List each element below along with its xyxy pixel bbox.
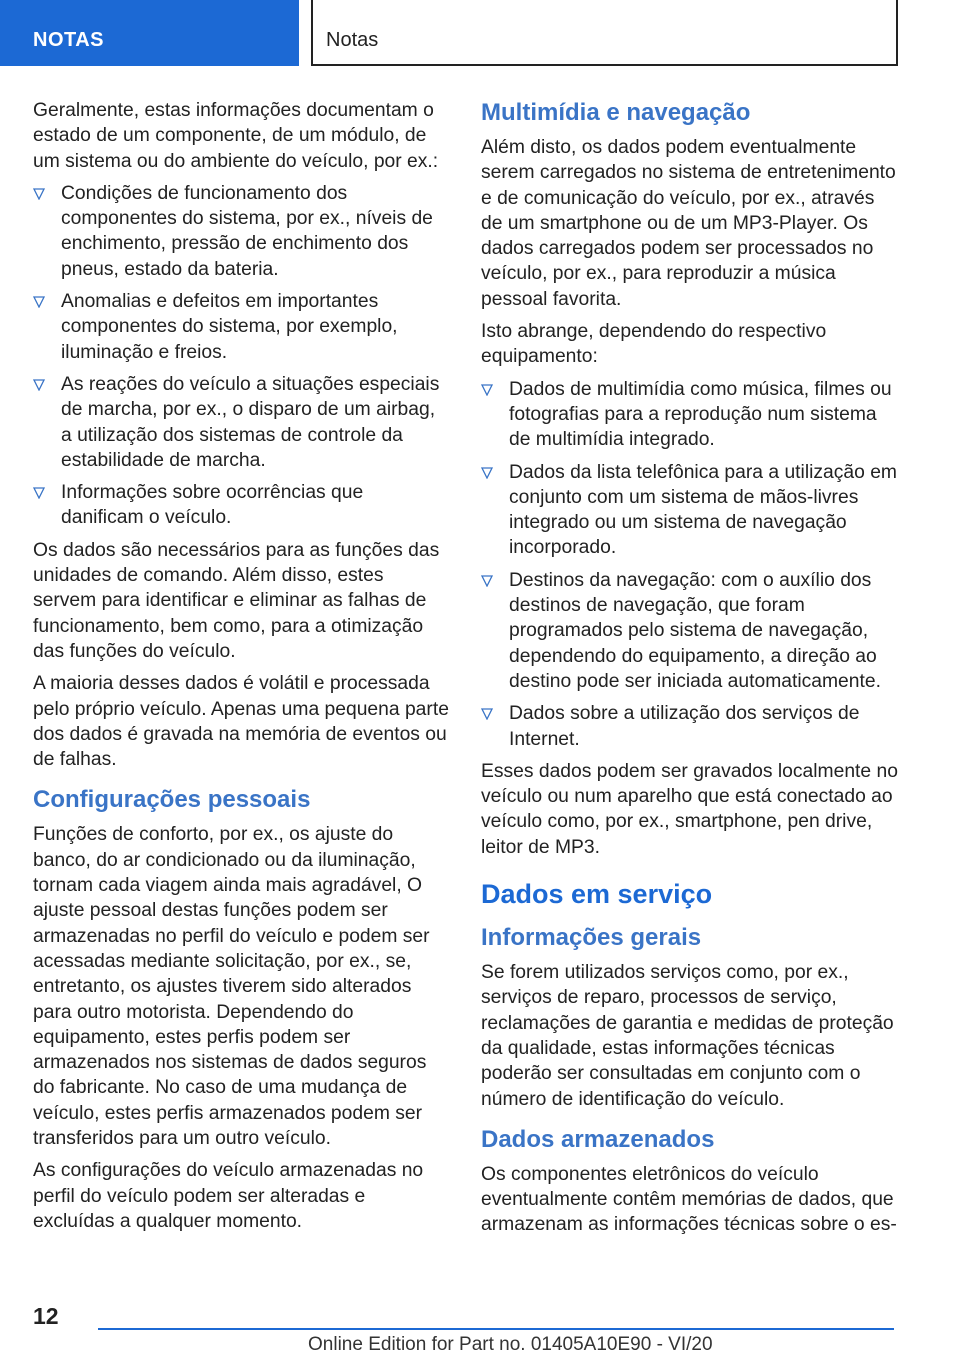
right-column	[481, 99, 899, 1245]
section-heading: Multimídia e navegação	[481, 99, 751, 126]
section-heading: Informações gerais	[481, 924, 702, 952]
triangle-bullet-icon	[481, 575, 493, 587]
bullet-text: Dados sobre a utilização dos serviços de Internet.	[509, 703, 860, 750]
bullet-text: Dados de multimídia como música, filmes ou fotografias para a reprodução num sistema de multimídia integrado.	[509, 378, 892, 451]
bullet-text: Dados da lista telefônica para a utilização em conjunto com um sistema de mãos-livres integrado ou um sistema de navegação incorporado.	[509, 461, 897, 559]
section-heading: Configurações pessoais	[33, 786, 311, 814]
bullet-text: As reações do veículo a situações especiais de marcha, por ex., o disparo de um airbag, a utilização dos sistemas de controle da estabilidade de marcha.	[61, 373, 440, 471]
section-heading: Dados armazenados	[481, 1125, 715, 1153]
list-item	[33, 181, 451, 282]
bullet-text: Destinos da navegação: com o auxílio dos destinos de navegação, que foram programados pelo sistema de navegação, dependendo do equipamento, a direção ao destino pode ser iniciada automaticamente.	[509, 569, 881, 692]
triangle-bullet-icon	[481, 384, 493, 396]
body-paragraph: Além disto, os dados podem eventualmente serem carregados no sistema de entretenimento e de comunicação do veículo, por ex., através de um smartphone ou de um MP3-Player. Os dados carregados podem ser processados no veículo, por ex., para reproduzir a música pessoal favorita.	[481, 137, 896, 310]
triangle-bullet-icon	[33, 188, 45, 200]
list-item	[33, 372, 451, 473]
list-item	[481, 701, 899, 752]
right-bullet-list	[481, 377, 899, 752]
list-item	[481, 568, 899, 694]
chapter-heading: Dados em serviço	[481, 879, 713, 910]
bullet-text: Anomalias e defeitos em importantes componentes do sistema, por exemplo, iluminação e freios.	[61, 291, 398, 363]
triangle-bullet-icon	[33, 379, 45, 391]
list-item	[33, 480, 451, 531]
body-paragraph: Funções de conforto, por ex., os ajuste do banco, do ar condicionado ou da iluminação, tornam cada viagem ainda mais agradável, O ajuste pessoal destas funções podem ser armazenadas no perfil do veículo e podem ser acessadas mediante solicitação, por ex., se, entretanto, os ajustes tiverem sido alterados para outro motorista. Dependendo do equipamento, estes perfis podem ser armazenados nos sistemas de dados seguros do fabricante. No caso de uma mudança de veículo, estes perfis armazenados podem ser transferidos para um outro veículo.	[33, 824, 430, 1149]
header-section-label: NOTAS	[33, 29, 105, 51]
body-paragraph: As configurações do veículo armazenadas no perfil do veículo podem ser alteradas e excluídas a qualquer momento.	[33, 1160, 424, 1232]
header-chapter-label: Notas	[326, 29, 379, 51]
body-paragraph: Se forem utilizados serviços como, por ex., serviços de reparo, processos de serviço, reclamações de garantia e medidas de proteção da qualidade, estas informações técnicas poderão ser consultadas em conjunto com o número de identificação do veículo.	[481, 962, 894, 1110]
list-item	[481, 377, 899, 453]
triangle-bullet-icon	[481, 467, 493, 479]
header-section-tab	[0, 0, 299, 66]
body-paragraph: Os dados são necessários para as funções das unidades de comando. Além disso, estes servem para identificar e eliminar as falhas de funcionamento, bem como, para a otimização das funções do veículo.	[33, 539, 440, 662]
left-bullet-list	[33, 181, 451, 531]
bullet-text: Condições de funcionamento dos componentes do sistema, por ex., níveis de enchimento, pressão de enchimento dos pneus, estado da bateria.	[61, 182, 433, 280]
body-paragraph: Isto abrange, dependendo do respectivo equipamento:	[481, 321, 827, 368]
header-chapter-tab	[311, 0, 898, 66]
list-item	[33, 289, 451, 365]
list-item	[481, 460, 899, 561]
page-number: 12	[33, 1303, 59, 1329]
bullet-text: Informações sobre ocorrências que danificam o veículo.	[61, 482, 364, 529]
triangle-bullet-icon	[481, 708, 493, 720]
footer-edition: Online Edition for Part no. 01405A10E90 - VI/20	[308, 1334, 713, 1355]
body-paragraph: A maioria desses dados é volátil e processada pelo próprio veículo. Apenas uma pequena parte dos dados é gravada na memória de eventos ou de falhas.	[33, 673, 449, 771]
triangle-bullet-icon	[33, 296, 45, 308]
left-column	[33, 98, 451, 1241]
footer-divider	[98, 1328, 894, 1330]
intro-paragraph: Geralmente, estas informações documentam o estado de um componente, de um módulo, de um sistema ou do ambiente do veículo, por ex.:	[33, 100, 439, 172]
triangle-bullet-icon	[33, 487, 45, 499]
body-paragraph: Esses dados podem ser gravados localmente no veículo ou num aparelho que está conectado ao veículo como, por ex., smartphone, pen drive, leitor de MP3.	[481, 760, 898, 858]
body-paragraph: Os componentes eletrônicos do veículo eventualmente contêm memórias de dados, que armazenam as informações técnicas sobre o es-	[481, 1163, 897, 1236]
